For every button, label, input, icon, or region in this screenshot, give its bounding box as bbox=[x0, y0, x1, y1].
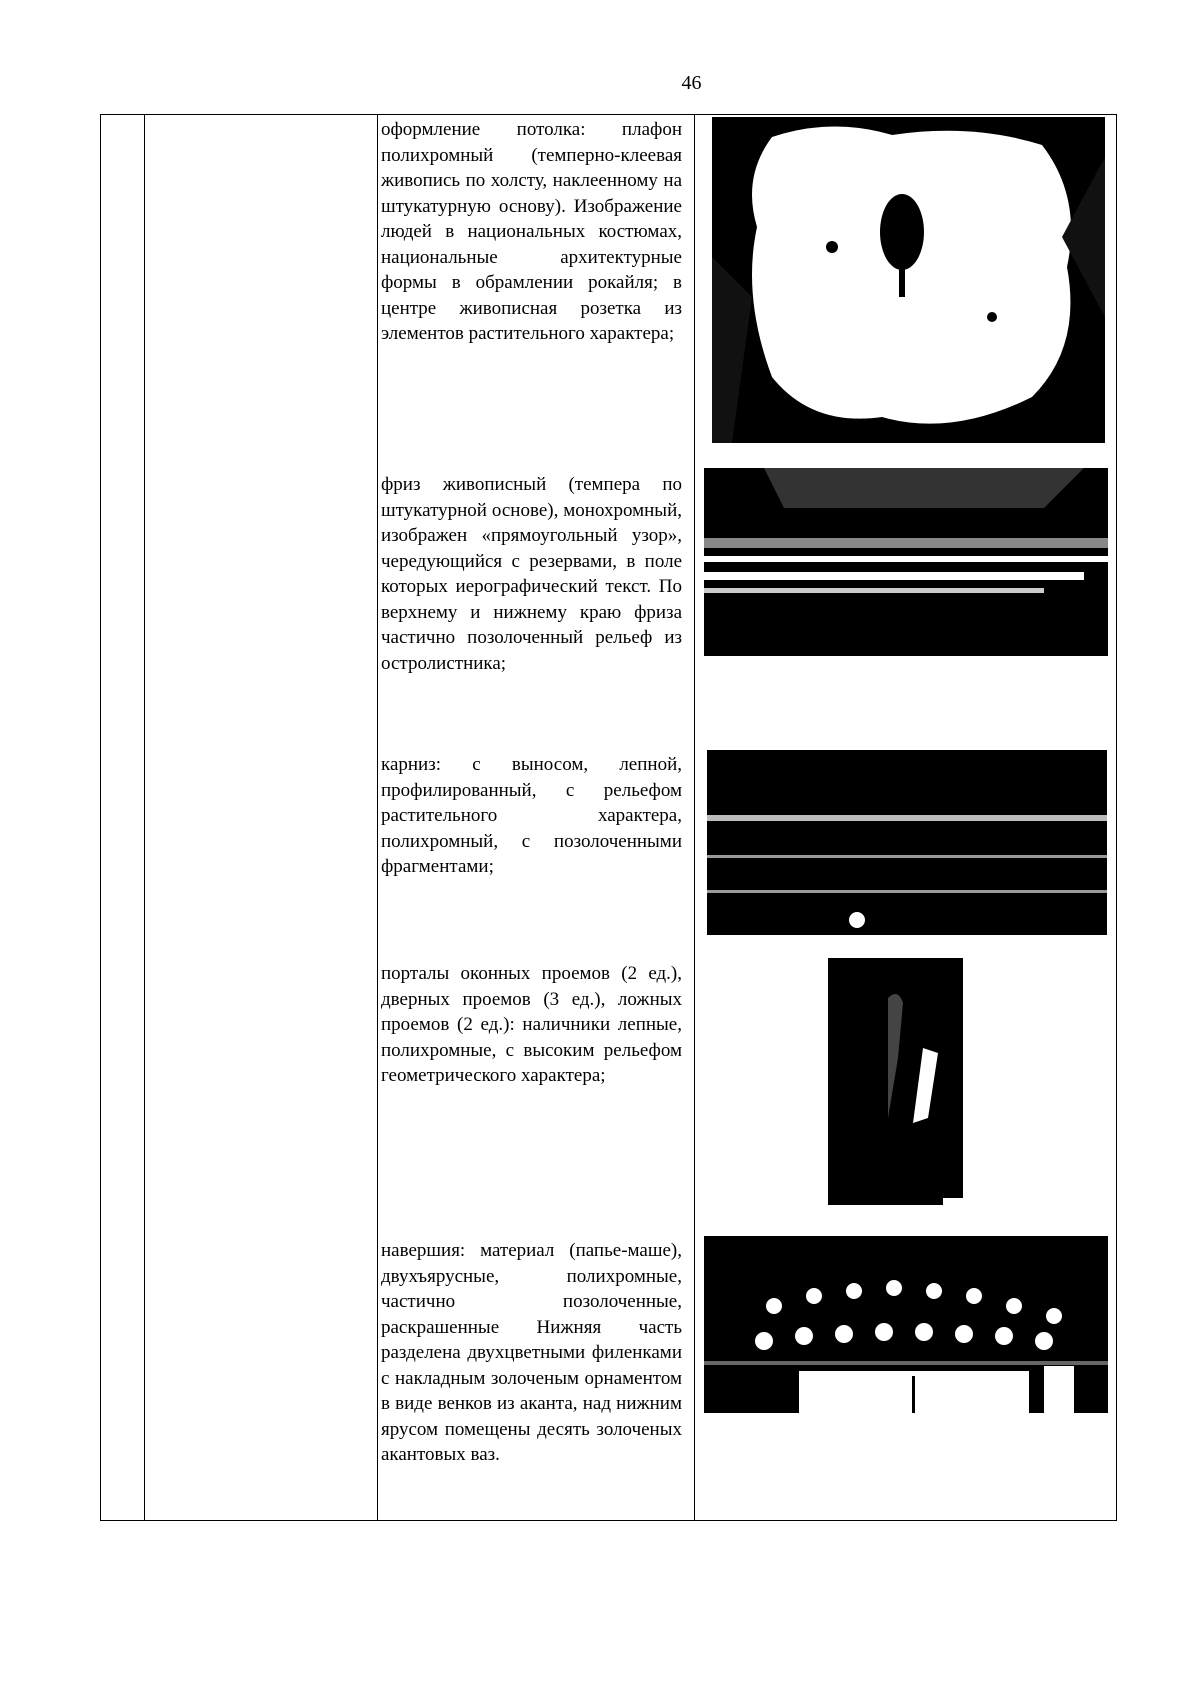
cornice-description: карниз: с выносом, лепной, профилированный, с рельефом растительного характера, полихромный, с позолоченными фрагментами; bbox=[381, 754, 682, 877]
column-divider bbox=[377, 115, 378, 1520]
frieze-description: фриз живописный (темпера по штукатурной основе), монохромный, изображен «прямоугольный узор», чередующийся с резервами, в поле которых иерографический текст. По верхнему и нижнему краю фриза частично позолоченный рельеф из остролистника; bbox=[381, 474, 682, 674]
pediment-photo bbox=[704, 1236, 1108, 1413]
pediment-description: навершия: материал (папье-маше), двухъярусные, полихромные, частично позолоченные, раскрашенные Нижняя часть разделена двухцветными филенками с накладным золоченым орнаментом в виде венков из аканта, над нижним ярусом помещены десять золоченых акантовых ваз. bbox=[381, 1240, 682, 1465]
ceiling-description: оформление потолка: плафон полихромный (темперно-клеевая живопись по холсту, наклеенному на штукатурную основу). Изображение людей в национальных костюмах, национальные архитектурные формы в обрамлении рокайля; в центре живописная розетка из элементов растительного характера; bbox=[381, 119, 682, 344]
painted-frieze-photo bbox=[704, 468, 1108, 656]
portal-description: порталы оконных проемов (2 ед.), дверных проемов (3 ед.), ложных проемов (2 ед.): наличники лепные, полихромные, с высоким рельефом геометрического характера; bbox=[381, 963, 682, 1086]
page-number: 46 bbox=[681, 72, 702, 94]
ceiling-plafond-photo bbox=[712, 117, 1105, 443]
column-divider bbox=[144, 115, 145, 1520]
cornice-photo bbox=[707, 750, 1107, 935]
description-table bbox=[100, 114, 1117, 1521]
column-divider bbox=[694, 115, 695, 1520]
portal-photo bbox=[828, 958, 963, 1205]
